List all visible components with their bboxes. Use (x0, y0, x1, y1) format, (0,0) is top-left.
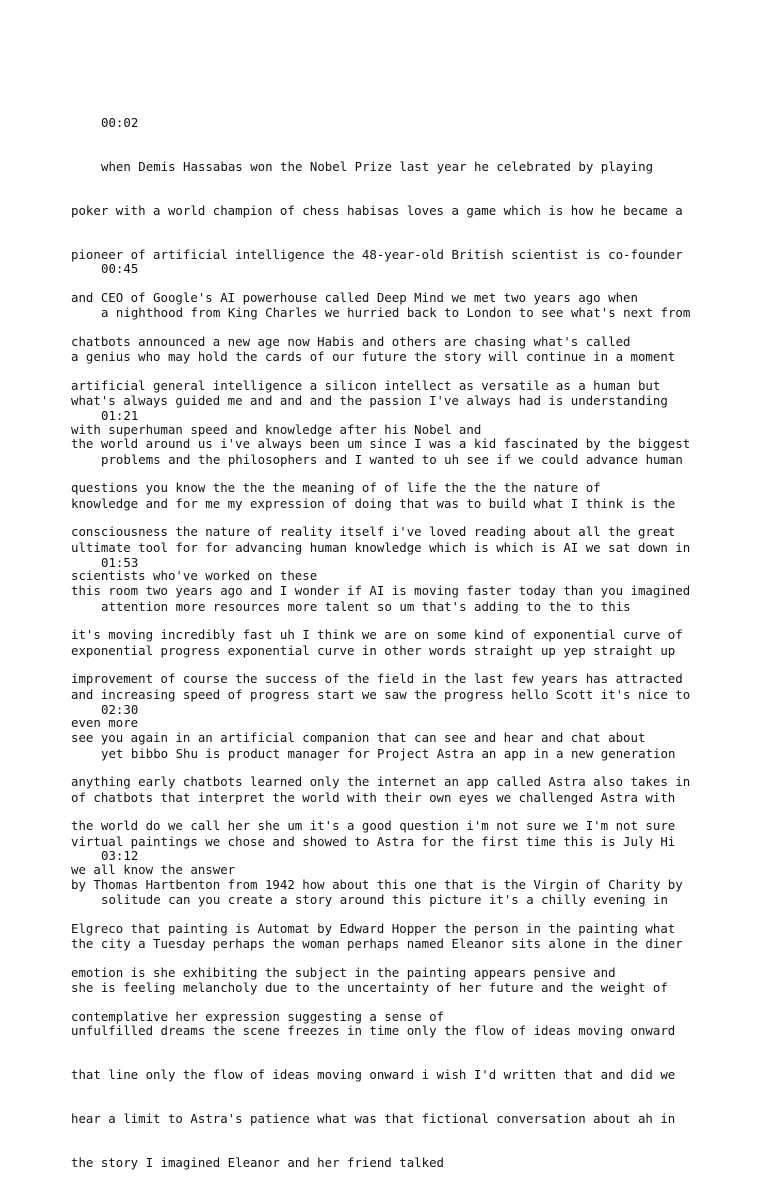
transcript-line: emotion is she exhibiting the subject in the painting appears pensive and (71, 964, 616, 980)
transcript-line: pioneer of artificial intelligence the 48-year-old British scientist is co-founder (71, 246, 683, 262)
transcript-line: the story I imagined Eleanor and her friend talked (71, 1154, 444, 1170)
transcript-line: with superhuman speed and knowledge after his Nobel and (71, 421, 482, 437)
transcript-line: the world around us i've always been um since I was a kid fascinated by the biggest (71, 436, 691, 452)
transcript-line: the world do we call her she um it's a good question i'm not sure we I'm not sure (71, 817, 676, 833)
transcript-line: when Demis Hassabas won the Nobel Prize last year he celebrated by playing (101, 158, 654, 174)
timestamp: 03:12 (101, 848, 139, 864)
timestamp: 01:21 (101, 408, 139, 424)
transcript-line: improvement of course the success of the field in the last few years has attracted (71, 670, 683, 686)
transcript-line: what's always guided me and and and the passion I've always had is understanding (71, 392, 668, 408)
transcript-segment (71, 817, 731, 1199)
transcript-line: Elgreco that painting is Automat by Edward Hopper the person in the painting what (71, 921, 676, 937)
transcript-line: it's moving incredibly fast uh I think we are on some kind of exponential curve of (71, 627, 683, 643)
transcript-line: contemplative her expression suggesting a sense of (71, 1008, 444, 1024)
transcript-line: problems and the philosophers and I wanted to uh see if we could advance human (101, 451, 683, 467)
transcript-line: virtual paintings we chose and showed to Astra for the first time this is July Hi (71, 833, 676, 849)
transcript-line: solitude can you create a story around this picture it's a chilly evening in (101, 891, 668, 907)
transcript-line: that line only the flow of ideas moving onward i wish I'd written that and did we (71, 1067, 676, 1083)
transcript-line: poker with a world champion of chess habisas loves a game which is how he became a (71, 202, 683, 218)
transcript-line: a genius who may hold the cards of our future the story will continue in a moment (71, 348, 676, 364)
transcript-line: unfulfilled dreams the scene freezes in time only the flow of ideas moving onward (71, 1023, 676, 1039)
timestamp: 01:53 (101, 555, 139, 571)
transcript-line: a nighthood from King Charles we hurried back to London to see what's next from (101, 304, 691, 320)
transcript-line: the city a Tuesday perhaps the woman perhaps named Eleanor sits alone in the diner (71, 935, 683, 951)
timestamp: 00:45 (101, 261, 139, 277)
timestamp: 00:02 (101, 115, 139, 131)
transcript-line: hear a limit to Astra's patience what was that fictional conversation about ah in (71, 1110, 676, 1126)
transcript-line: and increasing speed of progress start we saw the progress hello Scott it's nice to (71, 686, 691, 702)
transcript-line: scientists who've worked on these (71, 567, 318, 583)
transcript-line: this room two years ago and I wonder if AI is moving faster today than you imagined (71, 583, 691, 599)
transcript-line: exponential progress exponential curve in other words straight up yep straight up (71, 642, 676, 658)
transcript-line: she is feeling melancholy due to the uncertainty of her future and the weight of (71, 979, 668, 995)
timestamp: 02:30 (101, 702, 139, 718)
transcript-line: yet bibbo Shu is product manager for Project Astra an app in a new generation (101, 745, 676, 761)
transcript-line: knowledge and for me my expression of doing that was to build what I think is the (71, 495, 676, 511)
transcript-line: ultimate tool for for advancing human knowledge which is which is AI we sat down in (71, 539, 691, 555)
transcript-line: of chatbots that interpret the world with their own eyes we challenged Astra with (71, 789, 676, 805)
transcript-line: attention more resources more talent so um that's adding to the to this (101, 598, 631, 614)
transcript-line: questions you know the the the meaning of of life the the the nature of (71, 480, 601, 496)
transcript-line: even more (71, 714, 139, 730)
transcript-line: chatbots announced a new age now Habis and others are chasing what's called (71, 334, 631, 350)
transcript-line: by Thomas Hartbenton from 1942 how about this one that is the Virgin of Charity by (71, 877, 683, 893)
transcript-line: see you again in an artificial companion that can see and hear and chat about (71, 730, 646, 746)
transcript-line: and CEO of Google's AI powerhouse called Deep Mind we met two years ago when (71, 290, 638, 306)
transcript-line: artificial general intelligence a silicon intellect as versatile as a human but (71, 377, 661, 393)
transcript-line: we all know the answer (71, 861, 236, 877)
transcript-line: consciousness the nature of reality itself i've loved reading about all the great (71, 523, 676, 539)
transcript-line: anything early chatbots learned only the internet an app called Astra also takes in (71, 774, 691, 790)
